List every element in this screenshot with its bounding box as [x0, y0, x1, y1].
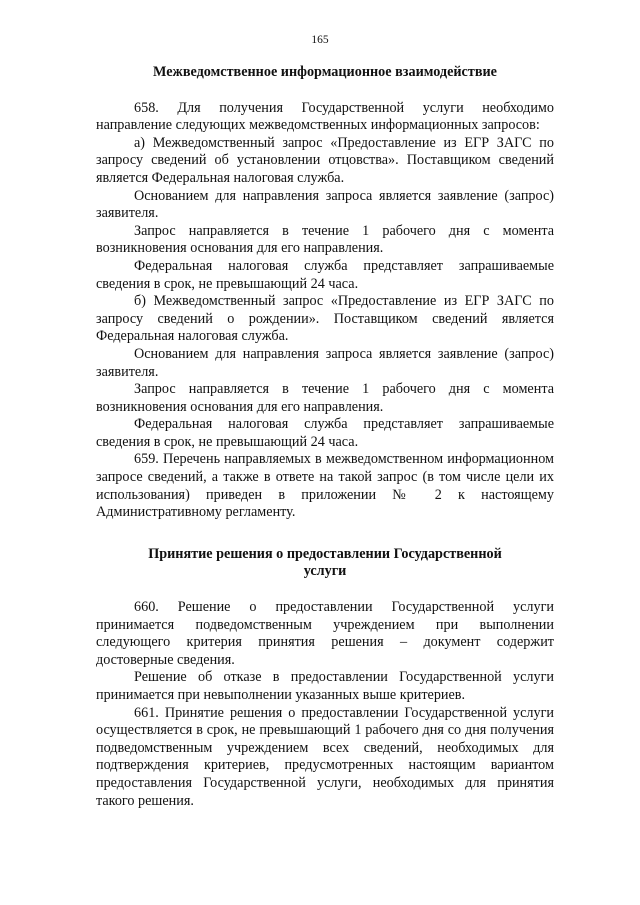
paragraph-provider-a: Федеральная налоговая служба представляет запрашиваемые сведения в срок, не превышающий 24 часа.	[96, 257, 554, 292]
paragraph-658a: а) Межведомственный запрос «Предоставление из ЕГР ЗАГС по запросу сведений об установлении отцовства». Поставщиком сведений является Федеральная налоговая служба.	[96, 134, 554, 186]
paragraph-timing-b: Запрос направляется в течение 1 рабочего дня с момента возникновения основания для его направления.	[96, 381, 554, 415]
paragraph-658: 658. Для получения Государственной услуги необходимо направление следующих межведомственных информационных запросов:	[96, 99, 554, 134]
page-number: 165	[311, 34, 329, 46]
paragraph-660: 660. Решение о предоставлении Государственной услуги принимается подведомственным учреждением при выполнении следующего критерия принятия решения – документ содержит достоверные сведения.	[96, 599, 554, 668]
paragraph-basis-a: Основанием для направления запроса является заявление (запрос) заявителя.	[96, 187, 554, 222]
document-body	[96, 64, 554, 810]
paragraph-provider-b: Федеральная налоговая служба представляет запрашиваемые сведения в срок, не превышающий 24 часа.	[96, 416, 554, 450]
paragraph-basis-b: Основанием для направления запроса является заявление (запрос) заявителя.	[96, 345, 554, 380]
paragraph-659: 659. Перечень направляемых в межведомственном информационном запросе сведений, а также в ответе на такой запрос (в том числе цели их использования) приведен в приложении № 2 к настоящему Административному регламенту.	[96, 451, 554, 521]
paragraph-661: 661. Принятие решения о предоставлении Государственной услуги осуществляется в срок, не превышающий 1 рабочего дня со дня получения подведомственным учреждением всех сведений, необходимых для подтверждения критериев, предусмотренных настоящим вариантом предоставления Государственной услуги, необходимых для принятия такого решения.	[96, 704, 554, 809]
section-heading-decision: Принятие решения о предоставлении Государственной услуги	[148, 545, 502, 580]
paragraph-658b: б) Межведомственный запрос «Предоставление из ЕГР ЗАГС по запросу сведений о рождении». Поставщиком сведений является Федеральная налоговая служба.	[96, 293, 554, 345]
paragraph-timing-a: Запрос направляется в течение 1 рабочего дня с момента возникновения основания для его направления.	[96, 222, 554, 257]
section-heading-interaction: Межведомственное информационное взаимодействие	[153, 64, 497, 80]
paragraph-refusal: Решение об отказе в предоставлении Государственной услуги принимается при невыполнении указанных выше критериев.	[96, 669, 554, 703]
